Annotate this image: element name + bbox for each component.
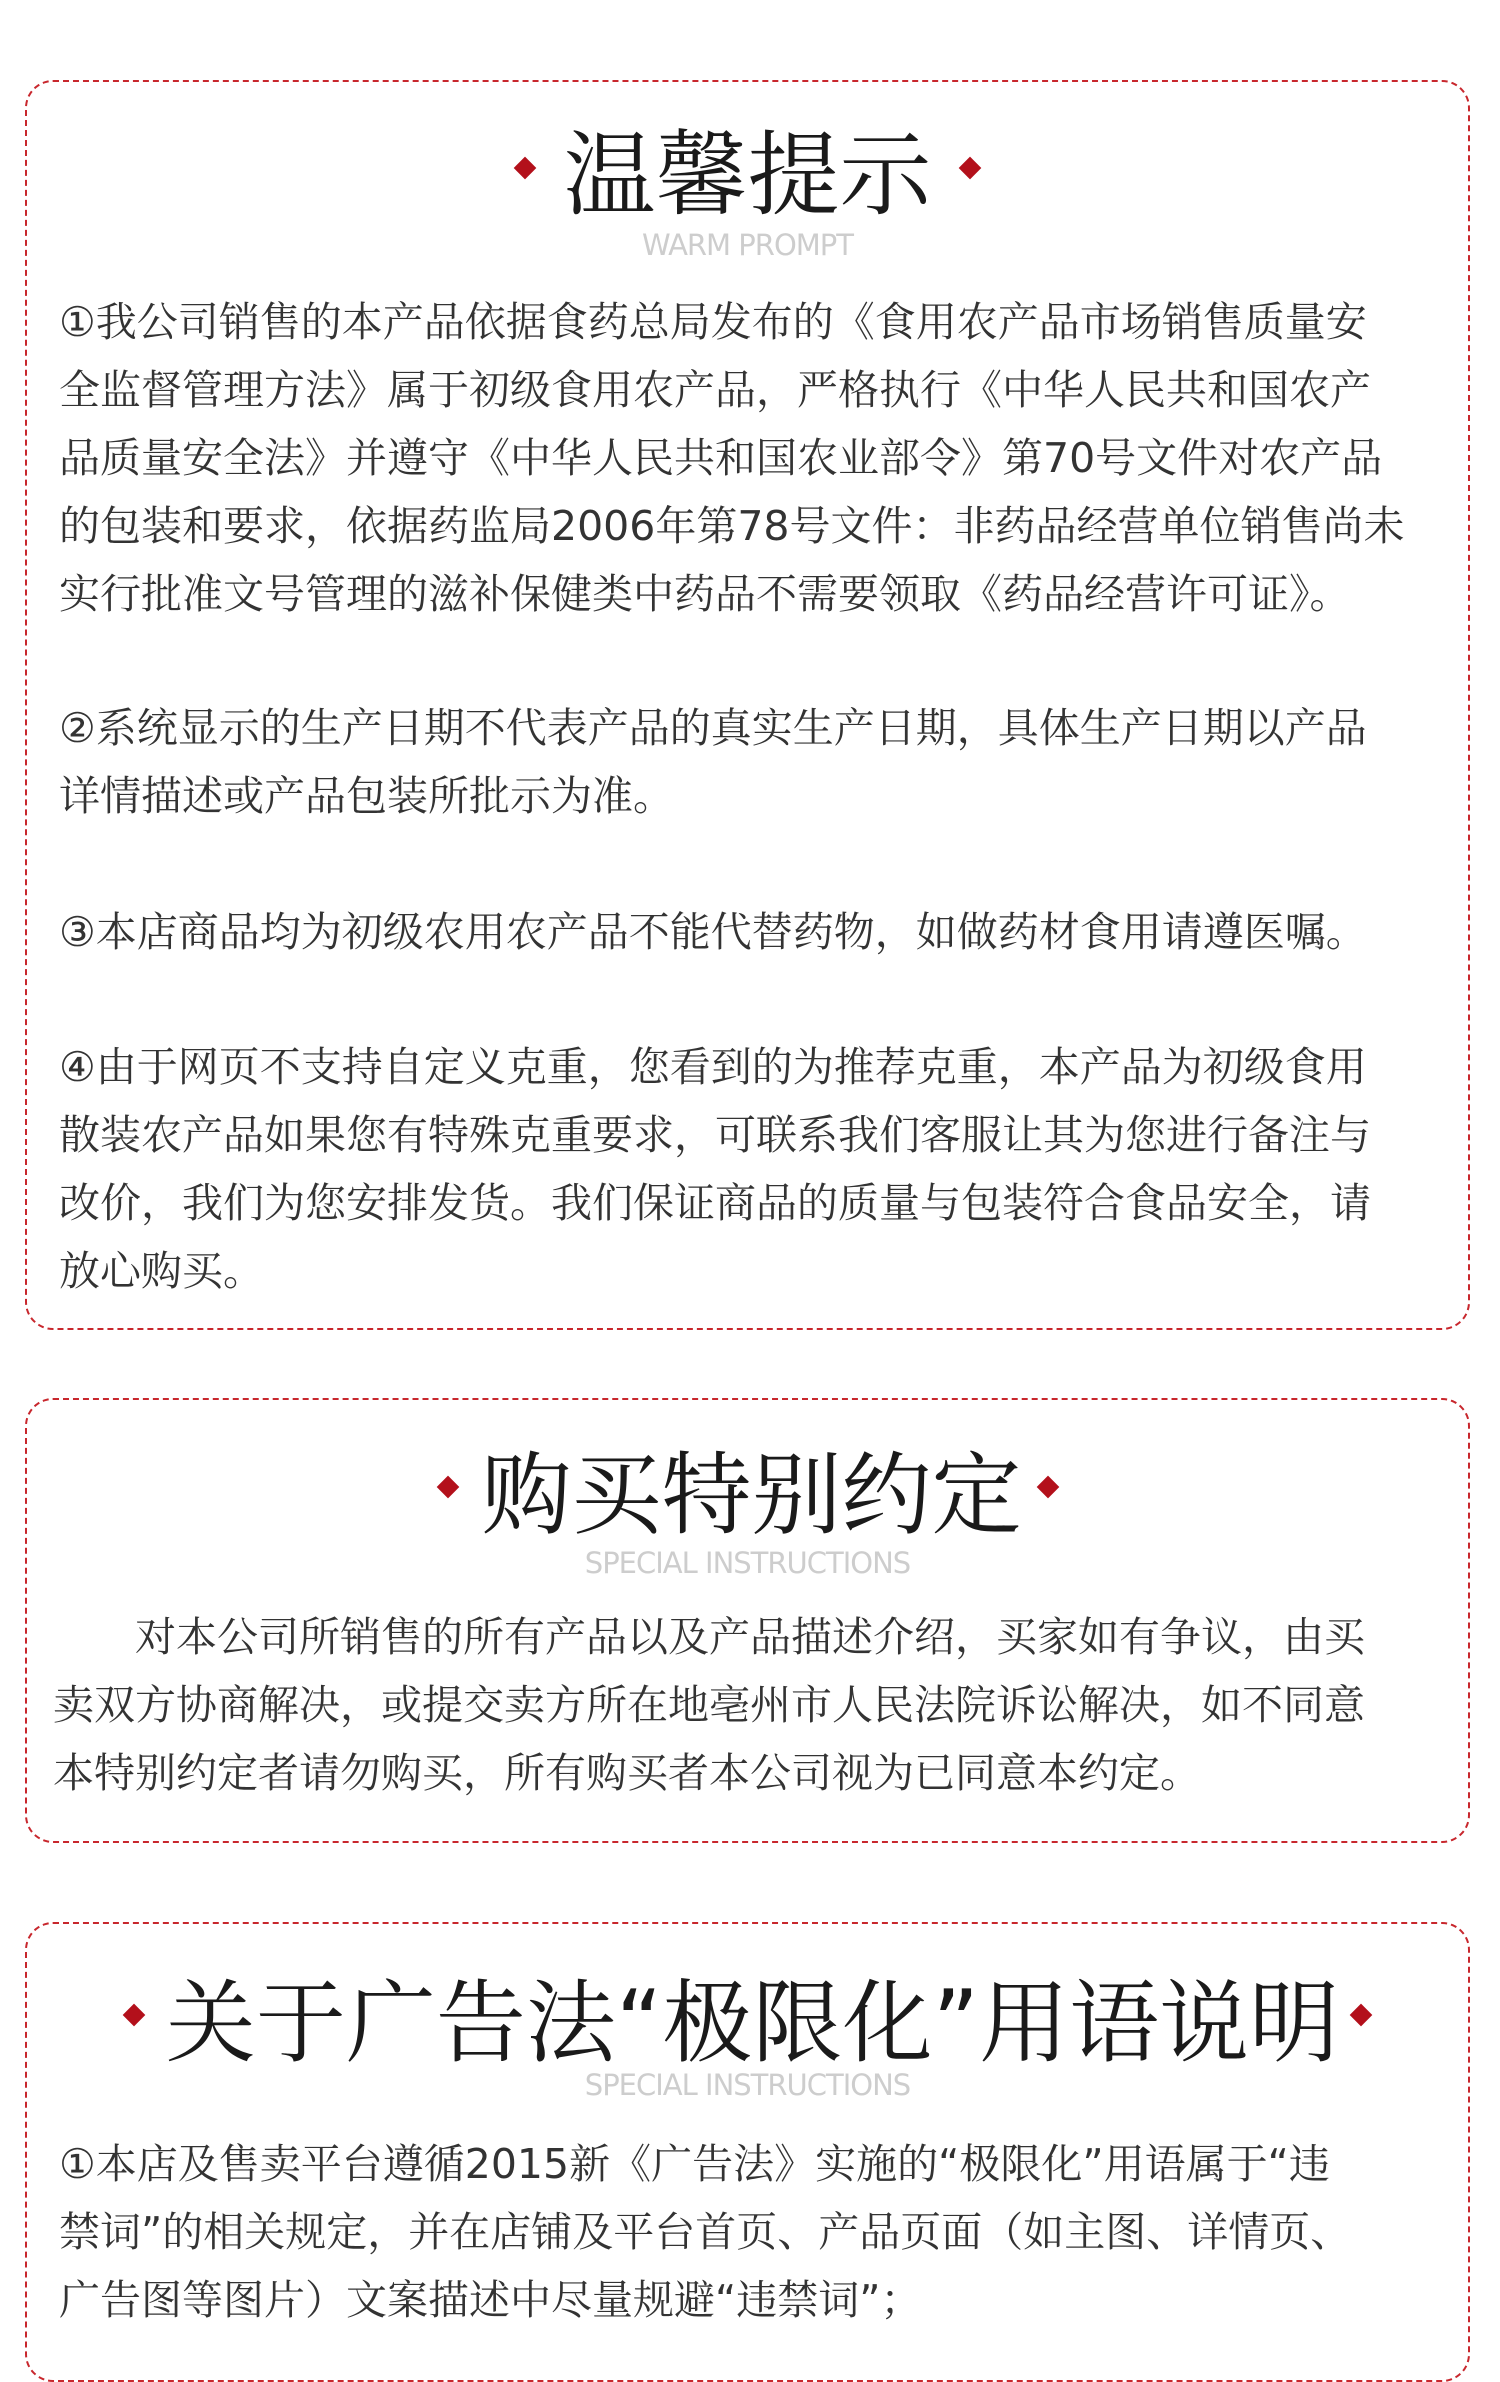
- ad-law-paragraph-1: ①本店及售卖平台遵循2015新《广告法》实施的“极限化”用语属于“违 禁词”的相关规定，并在店铺及平台首页、产品页面（如主图、详情页、 广告图等图片）文案描述中尽量规避“违禁词”；: [59, 2140, 1352, 2324]
- diamond-left-icon: [436, 1476, 459, 1499]
- notice-paragraph-1: ①我公司销售的本产品依据食药总局发布的《食用农产品市场销售质量安 全监督管理方法》属于初级食用农产品，严格执行《中华人民共和国农产 品质量安全法》并遵守《中华人民共和国农业部令》第70号文件对农产品 的包装和要求，依据药监局2006年第78号文件：非药品经营单位销售尚未 实行批准文号管理的滋补保健类中药品不需要领取《药品经营许可证》。: [59, 298, 1405, 618]
- section-title: 温馨提示: [563, 122, 932, 229]
- section-subtitle: SPECIAL INSTRUCTIONS: [584, 1546, 911, 1580]
- ad-law-card: [25, 1922, 1470, 2382]
- section-subtitle: SPECIAL INSTRUCTIONS: [584, 2068, 911, 2102]
- section-title: 购买特别约定: [481, 1443, 1022, 1548]
- section-title: 关于广告法“极限化”用语说明: [165, 1971, 1340, 2076]
- diamond-right-icon: [1350, 2004, 1373, 2027]
- notice-paragraph-3: ③本店商品均为初级农用农产品不能代替药物，如做药材食用请遵医嘱。: [59, 908, 1367, 956]
- diamond-right-icon: [958, 157, 981, 180]
- agreement-paragraph: 对本公司所销售的所有产品以及产品描述介绍，买家如有争议，由买 卖双方协商解决，或提交卖方所在地亳州市人民法院诉讼解决，如不同意 本特别约定者请勿购买，所有购买者本公司视为已同意本约定。: [53, 1613, 1365, 1797]
- warm-prompt-heading: [27, 118, 1468, 229]
- diamond-right-icon: [1036, 1476, 1059, 1499]
- ad-law-heading: [27, 1960, 1468, 2076]
- notice-paragraph-4: ④由于网页不支持自定义克重，您看到的为推荐克重，本产品为初级食用 散装农产品如果您有特殊克重要求，可联系我们客服让其为您进行备注与 改价，我们为您安排发货。我们保证商品的质量与包装符合食品安全，请 放心购买。: [59, 1043, 1371, 1295]
- notice-paragraph-2: ②系统显示的生产日期不代表产品的真实生产日期，具体生产日期以产品 详情描述或产品包装所批示为准。: [59, 704, 1367, 820]
- diamond-left-icon: [123, 2004, 146, 2027]
- warm-prompt-card: [25, 80, 1470, 1330]
- diamond-left-icon: [514, 157, 537, 180]
- special-agreement-card: [25, 1398, 1470, 1843]
- special-agreement-heading: [27, 1432, 1468, 1548]
- section-subtitle: WARM PROMPT: [641, 228, 853, 262]
